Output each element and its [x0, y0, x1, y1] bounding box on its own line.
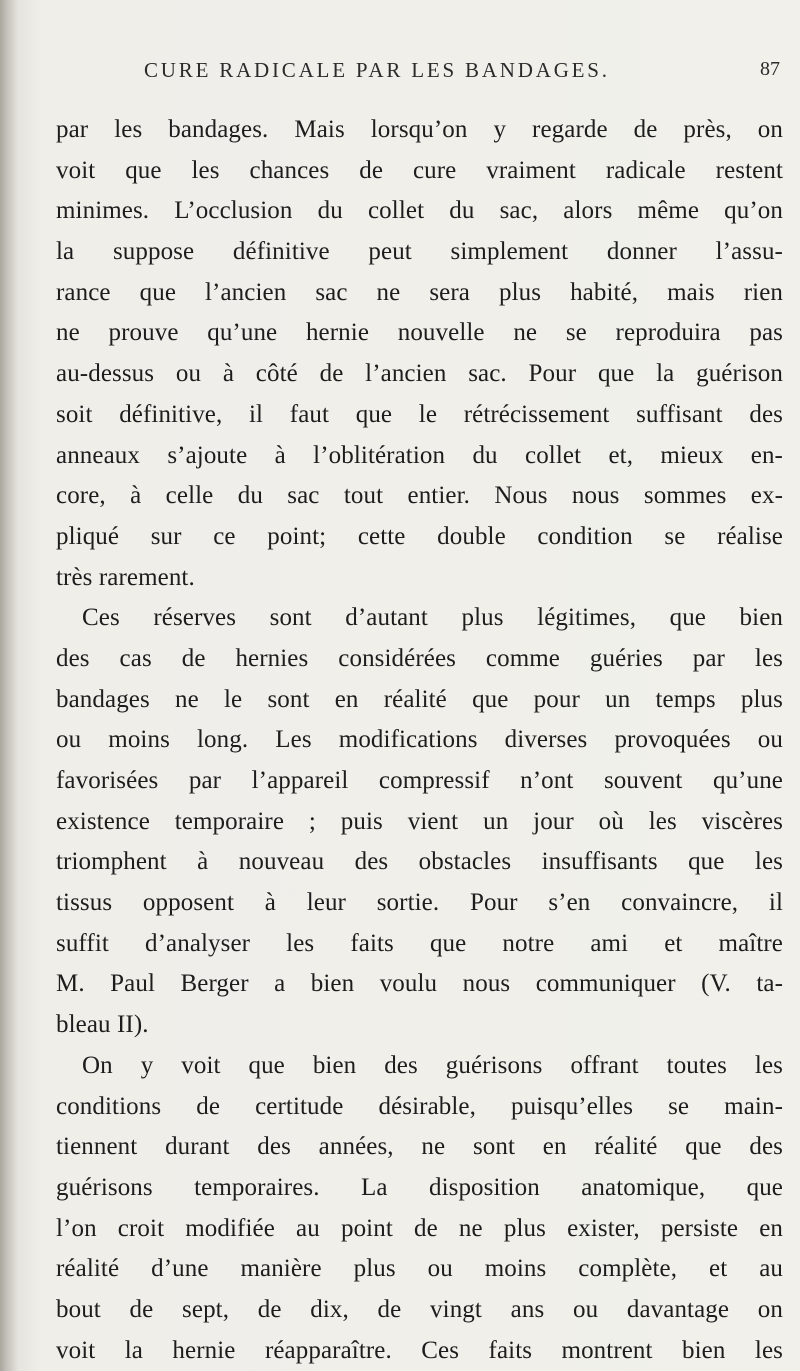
text-line: anneaux s’ajoute à l’oblitération du collet et, mieux en- [56, 441, 783, 469]
text-line: M. Paul Berger a bien voulu nous communiquer (V. ta- [56, 970, 783, 998]
text-line: l’on croit modifiée au point de ne plus exister, persiste en [56, 1214, 783, 1242]
text-line: triomphent à nouveau des obstacles insuffisants que les [56, 848, 783, 876]
text-line: réalité d’une manière plus ou moins complète, et au [56, 1255, 783, 1283]
text-line: bout de sept, de dix, de vingt ans ou davantage on [56, 1295, 783, 1323]
text-line: bleau II). [56, 1011, 149, 1039]
body-text [56, 110, 783, 1371]
running-header [52, 58, 780, 92]
text-line: existence temporaire ; puis vient un jour où les viscères [56, 807, 783, 835]
text-line: très rarement. [56, 563, 195, 591]
text-line: conditions de certitude désirable, puisqu’elles se main- [56, 1092, 783, 1120]
running-title: CURE RADICALE PAR LES BANDAGES. [144, 58, 610, 82]
text-line: ou moins long. Les modifications diverses provoquées ou [56, 726, 783, 754]
page-number: 87 [760, 58, 780, 80]
text-line: voit la hernie réapparaître. Ces faits montrent bien les [56, 1336, 783, 1364]
text-line: Ces réserves sont d’autant plus légitimes, que bien [82, 604, 783, 632]
text-line: suffit d’analyser les faits que notre ami et maître [56, 929, 783, 957]
text-line: la suppose définitive peut simplement donner l’assu- [56, 238, 783, 266]
text-line: tiennent durant des années, ne sont en réalité que des [56, 1133, 783, 1161]
text-line: favorisées par l’appareil compressif n’ont souvent qu’une [56, 767, 783, 794]
text-line: core, à celle du sac tout entier. Nous nous sommes ex- [56, 482, 783, 510]
text-line: tissus opposent à leur sortie. Pour s’en convaincre, il [56, 889, 783, 917]
page-gutter-shadow [0, 0, 18, 1371]
text-line: On y voit que bien des guérisons offrant toutes les [82, 1051, 783, 1079]
text-line: guérisons temporaires. La disposition anatomique, que [56, 1173, 783, 1201]
text-line: bandages ne le sont en réalité que pour un temps plus [56, 685, 783, 713]
text-line: par les bandages. Mais lorsqu’on y regarde de près, on [56, 116, 783, 143]
text-line: ne prouve qu’une hernie nouvelle ne se reproduira pas [56, 319, 783, 347]
text-line: rance que l’ancien sac ne sera plus habité, mais rien [56, 278, 783, 306]
text-line: des cas de hernies considérées comme guéries par les [56, 644, 783, 672]
text-line: soit définitive, il faut que le rétrécissement suffisant des [56, 400, 783, 428]
text-line: minimes. L’occlusion du collet du sac, alors même qu’on [56, 197, 783, 225]
text-line: au-dessus ou à côté de l’ancien sac. Pour que la guérison [56, 360, 783, 388]
text-line: voit que les chances de cure vraiment radicale restent [56, 156, 783, 184]
text-line: pliqué sur ce point; cette double condition se réalise [56, 522, 783, 550]
